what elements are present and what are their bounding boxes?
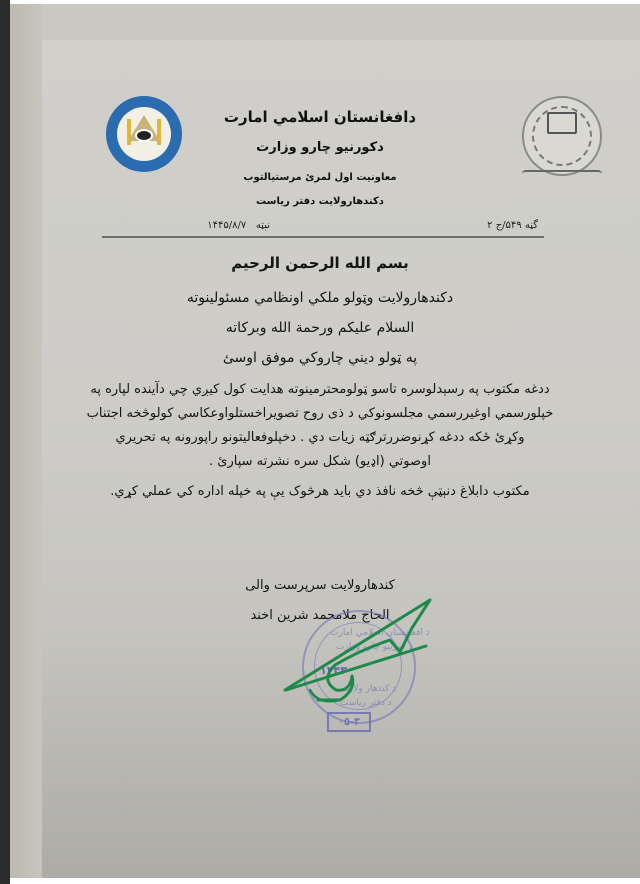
body-line-1: ددغه مکتوب په رسېدلوسره تاسو ټولومحترمينوته هدايت کول کيږي چي دآينده لپاره په xyxy=(90,382,550,397)
letterhead-office: دکندهارولايت دفتر رياست xyxy=(256,196,384,207)
stamp-text-line-4: د دفتر رياست xyxy=(340,698,392,708)
greeting: السلام عليکم ورحمة الله وبرکاته xyxy=(225,320,415,336)
signatory-title: کندهارولايت سرپرست والی xyxy=(245,578,395,593)
signatory-name: الحاج ملامحمد شرين اخند xyxy=(250,608,390,623)
bismillah: بسم الله الرحمن الرحيم xyxy=(231,254,409,272)
stamp-year: ۱۴۴۳ xyxy=(320,664,347,677)
stamp-text-line-2: د کورنيو چارو وزارت xyxy=(336,642,413,652)
reference-number-label: گڼه xyxy=(524,220,538,231)
letterhead-deputy: معاونيت اول لمرئ مرستيالتوب xyxy=(243,172,397,183)
addressee: دکندهارولايت وټولو ملکي اونظامي مسئولينوته xyxy=(186,290,454,306)
reference-date-label: نېټه xyxy=(255,220,270,231)
body-line-4: اوصوتي (اډيو) شکل سره نشرته سپارئ . xyxy=(209,454,431,469)
reference-number-value: ۵۴۹/ج ۲ xyxy=(487,220,522,231)
reference-date-value: ۱۴۴۵/۸/۷ xyxy=(207,220,247,231)
letterhead-title: دافغانستان اسلامي امارت xyxy=(223,108,417,126)
stamp-text-line-3: د کندهار ولايت xyxy=(342,684,397,694)
body-line-2: خپلورسمي اوغيررسمي مجلسونوکي د ذی روح تصويراخستلواوعکاسي کولوڅخه اجتناب xyxy=(86,406,554,421)
body-line-3: وکړئ ځکه ددغه کړنوضررترګټه زيات دي . دخپلوفعاليتونو راپورونه په تحريري xyxy=(115,430,525,445)
letterhead-ministry: دکورنيو چارو وزارت xyxy=(256,140,384,155)
stamp-number-box: ۰۵-۳ xyxy=(327,712,371,732)
closing-line: مکتوب دابلاغ دنېټې څخه نافذ دي بايد هرڅوک يې په خپله اداره کي عملي کړي. xyxy=(110,484,530,499)
wish: په ټولو ديني چاروکي موفق اوسئ xyxy=(222,350,418,366)
stamp-text-line-1: د افغانستان اسلامي امارت xyxy=(330,628,430,638)
